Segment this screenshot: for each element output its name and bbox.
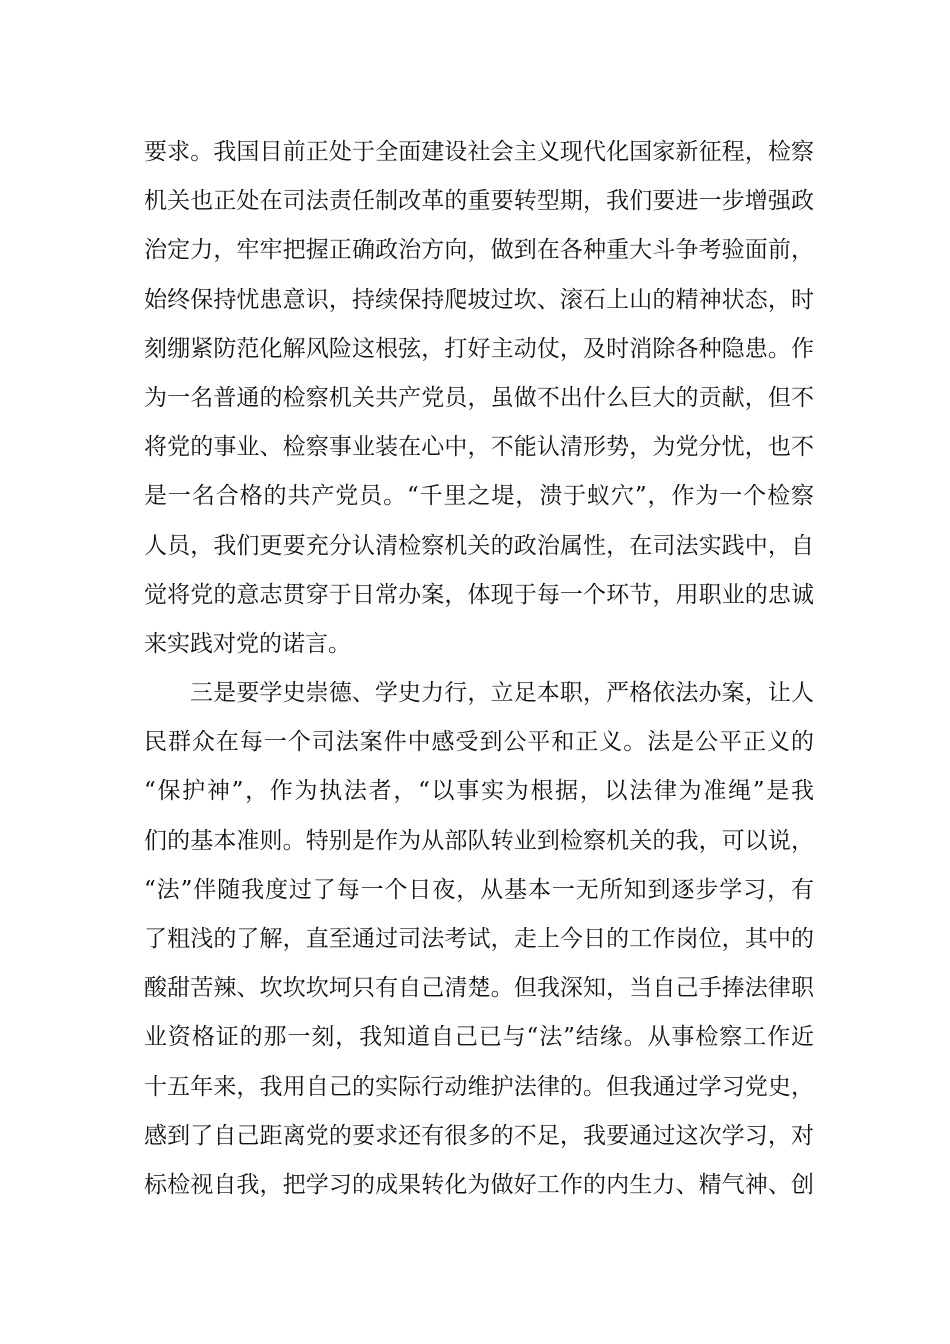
text-line-21: 感到了自己距离党的要求还有很多的不足，我要通过这次学习，对 [144,1122,814,1149]
text-line-17: 了粗浅的了解，直至通过司法考试，走上今日的工作岗位，其中的 [144,926,814,952]
text-line-18: 酸甜苦辣、坎坎坎坷只有自己清楚。但我深知，当自己手捧法律职 [144,975,814,1002]
text-line-14: “保护神”，作为执法者，“以事实为根据，以法律为准绳”是我 [144,778,814,805]
text-line-12: 三是要学史崇德、学史力行，立足本职，严格依法办案，让人 [190,680,814,707]
text-line-5: 刻绷紧防范化解风险这根弦，打好主动仗，及时消除各种隐患。作 [144,335,814,362]
text-line-4: 始终保持忧患意识，持续保持爬坡过坎、滚石上山的精神状态，时 [144,286,814,313]
text-line-9: 人员，我们更要充分认清检察机关的政治属性，在司法实践中，自 [144,532,814,559]
text-line-16: “法”伴随我度过了每一个日夜，从基本一无所知到逐步学习，有 [144,876,814,903]
text-line-2: 机关也正处在司法责任制改革的重要转型期，我们要进一步增强政 [144,188,814,215]
text-line-1: 要求。我国目前正处于全面建设社会主义现代化国家新征程，检察 [144,139,814,165]
text-line-15: 们的基本准则。特别是作为从部队转业到检察机关的我，可以说， [144,827,814,854]
text-line-6: 为一名普通的检察机关共产党员，虽做不出什么巨大的贡献，但不 [144,384,814,411]
text-line-7: 将党的事业、检察事业装在心中，不能认清形势，为党分忧，也不 [144,434,814,461]
text-line-3: 治定力，牢牢把握正确政治方向，做到在各种重大斗争考验面前， [144,237,814,264]
text-line-19: 业资格证的那一刻，我知道自己已与“法”结缘。从事检察工作近 [144,1024,814,1051]
text-line-8: 是一名合格的共产党员。“千里之堤，溃于蚁穴”，作为一个检察 [144,483,814,510]
text-line-20: 十五年来，我用自己的实际行动维护法律的。但我通过学习党史， [144,1073,814,1100]
text-line-10: 觉将党的意志贯穿于日常办案，体现于每一个环节，用职业的忠诚 [144,581,814,608]
text-line-11: 来实践对党的诺言。 [144,630,351,657]
body-text [144,128,814,1210]
text-line-22: 标检视自我，把学习的成果转化为做好工作的内生力、精气神、创 [144,1171,814,1198]
text-line-13: 民群众在每一个司法案件中感受到公平和正义。法是公平正义的 [144,729,814,756]
